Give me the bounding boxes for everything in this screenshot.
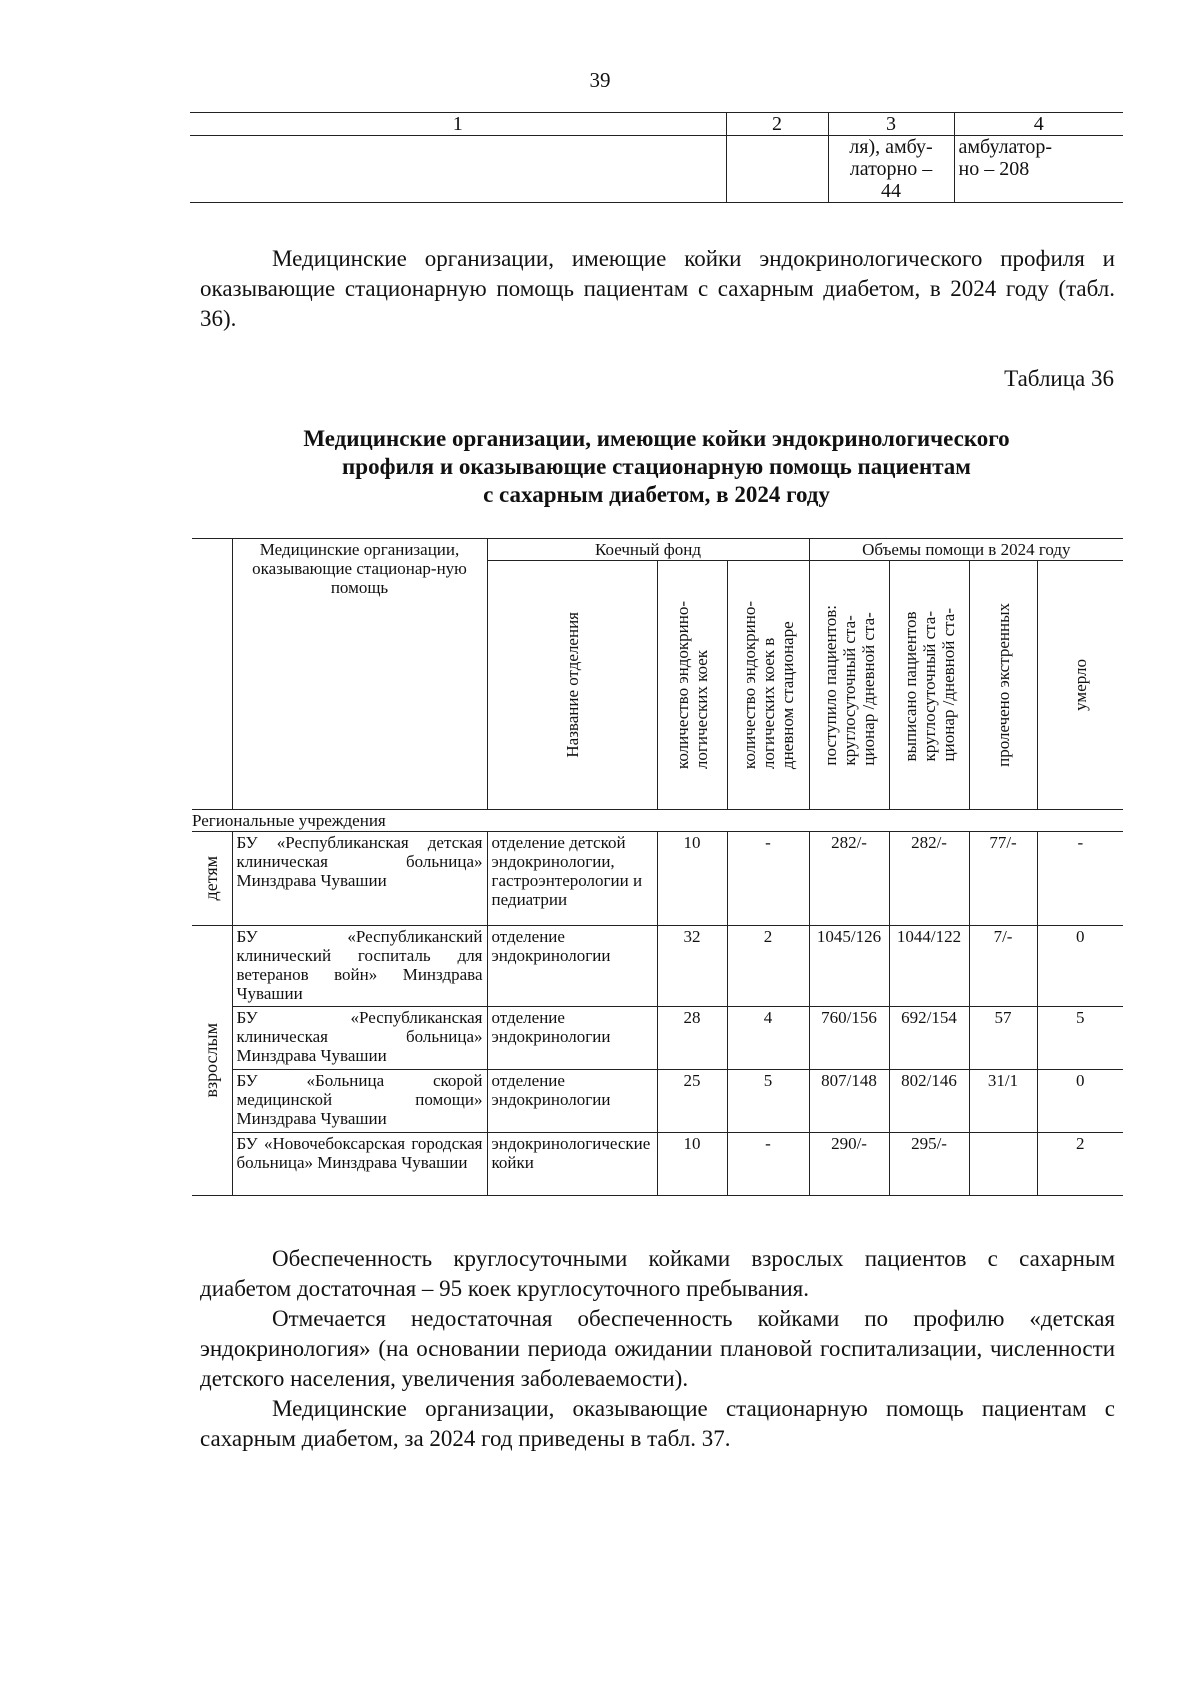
continuation-table [190,112,1123,203]
table-row-dept: отделение эндокринологии [487,1007,657,1070]
table-row-day-beds: 4 [727,1007,809,1070]
table-row-org: БУ «Республиканская клиническая больница» Минздрава Чувашии [232,1007,487,1070]
main-table [192,538,1123,1196]
closing-paragraph-3: Медицинские организации, оказывающие стационарную помощь пациентам с сахарным диабетом, за 2024 год приведены в табл. 37. [200,1396,1115,1451]
table-row-admitted: 290/- [809,1133,889,1196]
table-row-died: - [1037,832,1123,926]
table-row-discharged: 692/154 [889,1007,969,1070]
emergency-header: пролечено экстренных [969,561,1037,810]
table-row-org: БУ «Республиканский клинический госпиталь для ветеранов войн» Минздрава Чувашии [232,926,487,1007]
closing-paragraph-2: Отмечается недостаточная обеспеченность койками по профилю «детская эндокринология» (на основании периода ожидании плановой госпитализации, численности детского населения, увеличения заболеваемости). [200,1306,1115,1391]
table-row-discharged: 1044/122 [889,926,969,1007]
day-beds-header: количество эндокрино- логических коек в дневном стационаре [727,561,809,810]
table-row-admitted: 1045/126 [809,926,889,1007]
table-row-beds: 25 [657,1070,727,1133]
intro-paragraph: Медицинские организации, имеющие койки эндокринологического профиля и оказывающие стационарную помощь пациентам с сахарным диабетом, в 2024 году (табл. 36). [200,246,1115,331]
col-header-3: 3 [828,113,954,136]
cont-cell-4: амбулатор- но – 208 [954,136,1123,203]
col-header-4: 4 [954,113,1123,136]
table-row-admitted: 282/- [809,832,889,926]
table-row-beds: 28 [657,1007,727,1070]
died-header: умерло [1037,561,1123,810]
col-header-2: 2 [726,113,828,136]
table-row-emergency: 7/- [969,926,1037,1007]
table-row-day-beds: 2 [727,926,809,1007]
header-corner [192,539,232,810]
table-row-died: 5 [1037,1007,1123,1070]
table-row-admitted: 807/148 [809,1070,889,1133]
table-label: Таблица 36 [1004,366,1114,391]
table-row-admitted: 760/156 [809,1007,889,1070]
table-row-discharged: 282/- [889,832,969,926]
table-row-discharged: 802/146 [889,1070,969,1133]
table-row-beds: 10 [657,1133,727,1196]
table-row-emergency [969,1133,1037,1196]
cont-cell-3: ля), амбу- латорно – 44 [828,136,954,203]
table-row-died: 2 [1037,1133,1123,1196]
closing-paragraph-1: Обеспеченность круглосуточными койками взрослых пациентов с сахарным диабетом достаточная – 95 коек круглосуточного пребывания. [200,1246,1115,1301]
table-row-died: 0 [1037,926,1123,1007]
table-row-beds: 32 [657,926,727,1007]
table-row-emergency: 57 [969,1007,1037,1070]
section-label: Региональные учреждения [192,810,1123,832]
discharged-header: выписано пациентов круглосуточный ста- ционар /дневной ста- [889,561,969,810]
beds-header: количество эндокрино- логических коек [657,561,727,810]
cont-cell-2 [726,136,828,203]
table-row-dept: отделение эндокринологии [487,926,657,1007]
table-row-org: БУ «Республиканская детская клиническая больница» Минздрава Чувашии [232,832,487,926]
table-row-emergency: 77/- [969,832,1037,926]
volumes-header: Объемы помощи в 2024 году [809,539,1123,561]
org-header: Медицинские организации, оказывающие стационар-ную помощь [232,539,487,810]
bed-fund-header: Коечный фонд [487,539,809,561]
table-row-org: БУ «Новочебоксарская городская больница» Минздрава Чувашии [232,1133,487,1196]
table-row-day-beds: - [727,1133,809,1196]
table-row-dept: отделение эндокринологии [487,1070,657,1133]
table-row-dept: отделение детской эндокринологии, гастроэнтерологии и педиатрии [487,832,657,926]
table-row-discharged: 295/- [889,1133,969,1196]
col-header-1: 1 [190,113,726,136]
table-row-org: БУ «Больница скорой медицинской помощи» Минздрава Чувашии [232,1070,487,1133]
table-title: Медицинские организации, имеющие койки эндокринологического профиля и оказывающие стационарную помощь пациентам с сахарным диабетом, в 2024 году [303,426,1010,507]
group-children-label: детям [192,832,232,926]
group-adults-label: взрослым [192,926,232,1196]
admitted-header: поступило пациентов: круглосуточный ста- ционар /дневной ста- [809,561,889,810]
cont-cell-1 [190,136,726,203]
table-row-emergency: 31/1 [969,1070,1037,1133]
table-row-day-beds: 5 [727,1070,809,1133]
department-header: Название отделения [487,561,657,810]
page-number: 39 [589,68,611,92]
table-row-dept: эндокринологические койки [487,1133,657,1196]
table-row-beds: 10 [657,832,727,926]
table-row-died: 0 [1037,1070,1123,1133]
table-row-day-beds: - [727,832,809,926]
